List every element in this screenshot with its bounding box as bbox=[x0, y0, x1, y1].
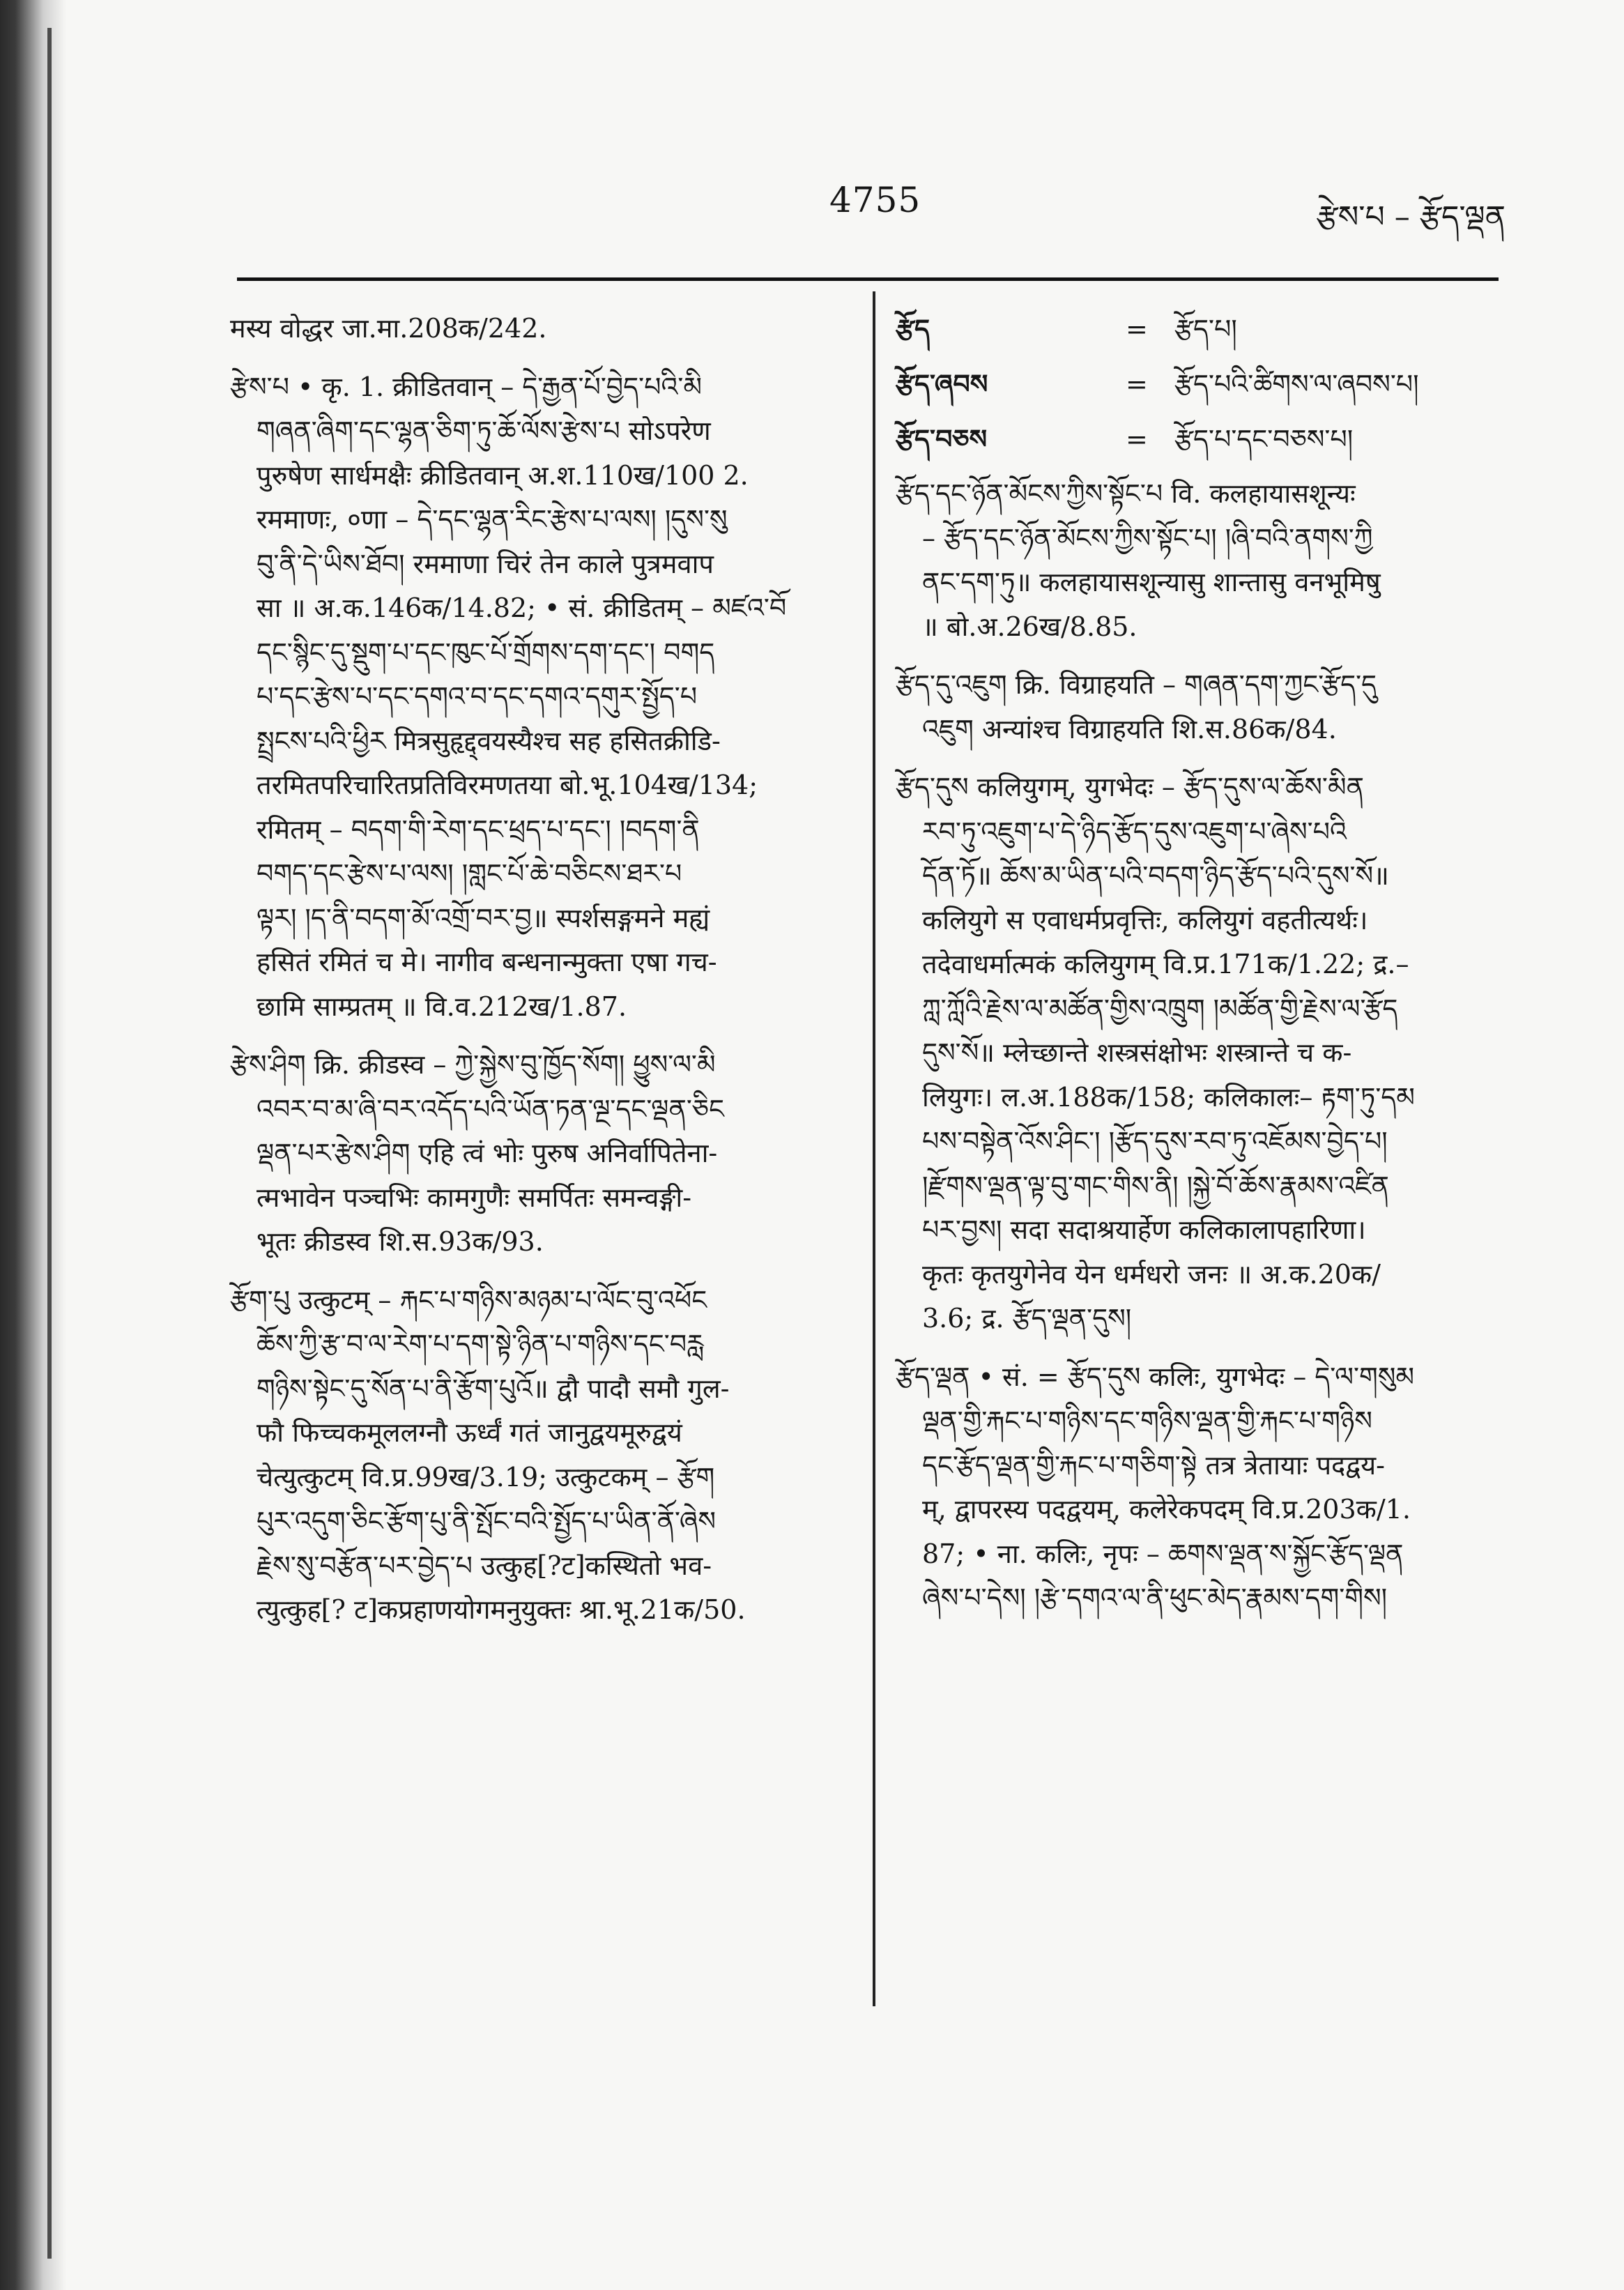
cross-reference bbox=[896, 417, 1502, 472]
entry-line: पुरुषेण सार्धमक्षैः क्रीडितवान् अ.श.110ख/100 2. bbox=[256, 459, 749, 491]
entry-line: དུས་སོ॥ म्लेच्छान्ते शस्त्रसंक्षोभः शस्त्रान्ते च क- bbox=[922, 1037, 1352, 1068]
binding-edge bbox=[47, 28, 52, 2259]
entry-line: फौ फिच्चकमूललग्नौ ऊर्ध्वं गतं जानुद्वयमूरुद्वयं bbox=[256, 1417, 682, 1448]
entry-line: हसितं रमितं च मे। नागीव बन्धनान्मुक्ता एषा गच- bbox=[256, 947, 717, 977]
entry-line: सा ॥ अ.क.146क/14.82; • सं. क्रीडितम् – མཛའ་བོ bbox=[256, 593, 787, 623]
xref-target: རྩོད་པ་དང་བཅས་པ། bbox=[1174, 424, 1354, 455]
entry-line: བགད་དང་རྩེས་པ་ལས། །གླང་པོ་ཆེ་བཅིངས་ཐར་པ bbox=[256, 858, 682, 889]
entry-line: པུར་འདུག་ཅིང་རྩོག་པུ་ནི་སྤོང་བའི་སྤྱོད་པ་ཡིན་ནོ་ཞེས bbox=[256, 1506, 717, 1536]
cross-reference bbox=[896, 362, 1502, 417]
xref-term: རྩོད་ཞབས bbox=[896, 368, 988, 399]
entry-line: གཞན་ཞིག་དང་ལྷན་ཅིག་ཏུ་ཆོ་ལོས་རྩེས་པ सोऽपरेण bbox=[256, 415, 711, 446]
dictionary-entry bbox=[230, 1043, 842, 1265]
entry-line: གཉིས་སྟེང་དུ་སོན་པ་ནི་རྩོག་པུའོ॥ द्वौ पादौ समौ गुल- bbox=[256, 1373, 730, 1404]
entry-line: ལྟར། །ད་ནི་བདག་མོ་འགྲོ་བར་བྱ॥ स्पर्शसङ्गमने मह्यं bbox=[256, 902, 710, 933]
running-head: རྩེས་པ – རྩོད་ལྡན bbox=[1316, 199, 1506, 235]
entry-headline: རྩོག་པུ उत्कुटम् – རྐང་པ་གཉིས་མཉམ་པ་ལོང་བུ་འཕོང bbox=[230, 1284, 707, 1315]
entry-line: འབར་བ་མ་ཞི་བར་འདོད་པའི་ཡོན་ཏན་ལྔ་དང་ལྡན་ཅིང bbox=[256, 1093, 724, 1124]
entry-headline: རྩོད་དུ་འཇུག क्रि. विग्राहयति – གཞན་དག་ཀྱང་རྩོད་དུ bbox=[896, 669, 1377, 700]
entry-line: འཇུག अन्यांश्च विग्राहयति शि.स.86क/84. bbox=[922, 713, 1337, 745]
entry-line: – རྩོད་དང་ཉོན་མོངས་ཀྱིས་སྟོང་པ། །ཞི་བའི་ནགས་ཀྱི bbox=[922, 522, 1373, 554]
entry-line: छामि साम्प्रतम् ॥ वि.व.212ख/1.87. bbox=[256, 991, 627, 1022]
dictionary-entry bbox=[896, 472, 1502, 649]
entry-line: དང་སྙིང་དུ་སྡུག་པ་དང་ཁུང་པོ་གྲོགས་དག་དང་། བགད bbox=[256, 636, 715, 668]
entry-line: པས་བསྟེན་འོས་ཤིང་། །རྩོད་དུས་རབ་ཏུ་འཇོམས་བྱེད་པ། bbox=[922, 1126, 1388, 1157]
entry-line: भूतः क्रीडस्व शि.स.93क/93. bbox=[256, 1226, 544, 1257]
entry-line: तरमितपरिचारितप्रतिविरमणतया बो.भू.104ख/134; bbox=[256, 770, 758, 800]
dictionary-entry bbox=[896, 1355, 1502, 1621]
dictionary-entry bbox=[230, 1278, 842, 1633]
entry-line: དང་རྩོད་ལྡན་གྱི་རྐང་པ་གཅིག་སྟེ तत्र त्रेतायाः पदद्वय- bbox=[922, 1449, 1385, 1481]
entry-headline: རྩོད་ལྡན • सं. = རྩོད་དུས कलिः, युगभेदः – དེ་ལ་གསུམ bbox=[896, 1361, 1415, 1392]
xref-target: རྩོད་པ། bbox=[1174, 314, 1237, 344]
entry-line: ལྡན་པར་རྩེས་ཤིག एहि त्वं भोः पुरुष अनिर्वापितेना- bbox=[256, 1138, 718, 1168]
entry-line: རྗེས་སུ་བརྩོན་པར་བྱེད་པ उत्कुह[?ट]कस्थितो भव- bbox=[256, 1550, 712, 1581]
entry-line: 3.6; द्र. རྩོད་ལྡན་དུས། bbox=[922, 1303, 1132, 1334]
entry-line: त्मभावेन पञ्चभिः कामगुणैः समर्पितः समन्वङ्गी- bbox=[256, 1182, 692, 1213]
cross-reference bbox=[896, 307, 1502, 362]
left-column bbox=[230, 307, 842, 1647]
xref-term: རྩོད་བཅས bbox=[896, 423, 988, 455]
entry-line: པར་བྱས། सदा सदाश्रयार्हेण कलिकालापहारिणा। bbox=[922, 1214, 1366, 1245]
entry-line: ཆོས་ཀྱི་རྩ་བ་ལ་རེག་པ་དག་སྟེ་ཉིན་པ་གཉིས་དང་བརླ bbox=[256, 1329, 703, 1359]
entry-headline: རྩོད་དང་ཉོན་མོངས་ཀྱིས་སྟོང་པ वि. कलहायासशून्यः bbox=[896, 478, 1356, 509]
equals-sign: = bbox=[1126, 424, 1148, 455]
entry-line: བུ་ནི་དེ་ཡིས་ཐོབ། रममाणा चिरं तेन काले पुत्रमवाप bbox=[256, 548, 714, 579]
book-spine-shadow bbox=[0, 0, 66, 2290]
entry-line: པ་དང་རྩེས་པ་དང་དགའ་བ་དང་དགའ་དགུར་སྤྱོད་པ bbox=[256, 681, 698, 712]
entry-line: རབ་ཏུ་འཇུག་པ་དེ་ཉིད་རྩོད་དུས་འཇུག་པ་ཞེས་པའི bbox=[922, 816, 1347, 847]
entry-line: रममाणः, ०णा – དེ་དང་ལྷན་རིང་རྩེས་པ་ལས། །དུས་སུ bbox=[256, 504, 728, 535]
equals-sign: = bbox=[1126, 369, 1148, 399]
dictionary-entry bbox=[896, 663, 1502, 751]
entry-line: त्युत्कुह[? ट]कप्रहाणयोगमनुयुक्तः श्रा.भू.21क/50. bbox=[256, 1594, 746, 1625]
column-divider bbox=[873, 291, 875, 2006]
entry-headline: मस्य वोद्धर जा.मा.208क/242. bbox=[230, 313, 547, 344]
entry-line: ནང་དག་ཏུ॥ कलहायासशून्यासु शान्तासु वनभूमिषु bbox=[922, 567, 1381, 597]
entry-line: म्, द्वापरस्य पदद्वयम्, कलेरेकपदम् वि.प्र.203क/1. bbox=[922, 1494, 1411, 1525]
dictionary-entry bbox=[230, 365, 842, 1030]
entry-line: ལྡན་གྱི་རྐང་པ་གཉིས་དང་གཉིས་ལྡན་གྱི་རྐང་པ་གཉིས bbox=[922, 1405, 1372, 1436]
entry-line: སྤྲངས་པའི་ཕྱིར मित्रसुहृद्द्वयस्यैश्च सह हसितक्रीडि- bbox=[256, 725, 721, 756]
entry-line: कलियुगे स एवाधर्मप्रवृत्तिः, कलियुगं वहतीत्यर्थः। bbox=[922, 904, 1368, 936]
equals-sign: = bbox=[1126, 314, 1148, 344]
entry-line: ॥ बो.अ.26ख/8.85. bbox=[922, 611, 1137, 642]
dictionary-entry bbox=[896, 765, 1502, 1341]
entry-line: चेत्युत्कुटम् वि.प्र.99ख/3.19; उत्कुटकम् – རྩོག bbox=[256, 1461, 715, 1493]
entry-headline: རྩེས་པ • कृ. 1. क्रीडितवान् – དེ་རྒྱན་པོ་བྱེད་པའི་མི bbox=[230, 371, 703, 402]
dictionary-entry bbox=[230, 307, 842, 351]
entry-line: ཀླ་ཀློའི་རྗེས་ལ་མཚོན་གྱིས་འཁྲུག །མཚོན་གྱི་རྗེས་ལ་རྩོད bbox=[922, 993, 1398, 1024]
xref-term: རྩོད bbox=[896, 313, 930, 344]
entry-line: रमितम् – བདག་གི་རེག་དང་ཕྲད་པ་དང་། །བདག་ནི bbox=[256, 814, 700, 845]
entry-line: लियुगः। ल.अ.188क/158; कलिकालः– རྟག་ཏུ་དམ bbox=[922, 1081, 1415, 1113]
entry-headline: རྩོད་དུས कलियुगम्, युगभेदः – རྩོད་དུས་ལ་ཆོས་མིན bbox=[896, 772, 1364, 802]
entry-headline: རྩེས་ཤིག क्रि. क्रीडस्व – ཀྱེ་སྐྱེས་བུ་ཁྱོད་སོག། ཕྱུས་ལ་མི bbox=[230, 1049, 716, 1080]
entry-line: དོན་ཏོ॥ ཆོས་མ་ཡིན་པའི་བདག་ཉིད་རྩོད་པའི་དུས་སོ॥ bbox=[922, 860, 1389, 891]
entry-line: 87; • ना. कलिः, नृपः – ཆགས་ལྡན་ས་སྐྱོང་རྩོད་ལྡན bbox=[922, 1538, 1404, 1569]
entry-line: कृतः कृतयुगेनेव येन धर्मधरो जनः ॥ अ.क.20क/ bbox=[922, 1258, 1381, 1290]
right-column bbox=[896, 307, 1502, 1635]
cross-reference-list bbox=[896, 307, 1502, 472]
entry-line: तदेवाधर्मात्मकं कलियुगम् वि.प्र.171क/1.22; द्र.– bbox=[922, 949, 1409, 979]
xref-target: རྩོད་པའི་ཚིགས་ལ་ཞབས་པ། bbox=[1174, 369, 1419, 399]
header-rule bbox=[237, 277, 1499, 281]
entry-line: ཞེས་པ་དེས། །རྩེ་དགའ་ལ་ནི་ཕུང་མེད་རྣམས་དག་གིས། bbox=[922, 1582, 1388, 1613]
entry-line: །རྫོགས་ལྡན་ལྟ་བུ་གང་གིས་ནི། །སྐྱེ་བོ་ཆོས་རྣམས་འཛིན bbox=[922, 1170, 1389, 1201]
right-entries bbox=[896, 472, 1502, 1621]
page-number: 4755 bbox=[829, 180, 921, 220]
